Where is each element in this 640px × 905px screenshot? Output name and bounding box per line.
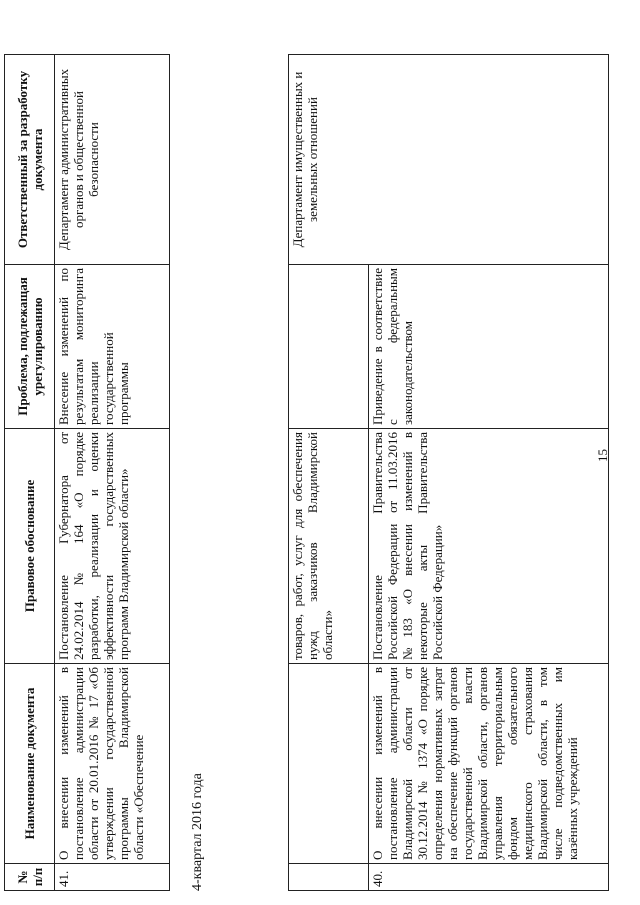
- problem-cell: [289, 265, 369, 429]
- row-number-cell: 40.: [369, 864, 609, 891]
- problem-cell: Внесение изменений по результатам мониторинга реализации государственной программы: [55, 265, 170, 429]
- page-number: 15: [595, 449, 610, 462]
- quarter-heading: 4-квартал 2016 года: [190, 773, 205, 891]
- table-row: [289, 55, 369, 891]
- responsible-cell: Департамент имущественных и земельных отношений: [289, 55, 609, 265]
- header-legal-basis: Правовое обоснование: [5, 429, 55, 664]
- header-responsible: Ответственный за разработку документа: [5, 55, 55, 265]
- plan-table-q4: [4, 54, 170, 891]
- legal-basis-cell: Постановление Губернатора от 24.02.2014 № 164 «О порядке разработки, реализации и оценки эффективности государственных программ Владимирской области»: [55, 429, 170, 664]
- document-name-cell: О внесении изменений в постановление администрации области от 20.01.2016 № 17 «Об утверждении государственной программы Владимирской области «Обеспечение: [55, 664, 170, 864]
- plan-table-continued: [288, 54, 609, 891]
- header-problem: Проблема, подлежащая урегулированию: [5, 265, 55, 429]
- header-number: № п/п: [5, 864, 55, 891]
- responsible-cell: Департамент административных органов и общественной безопасности: [55, 55, 170, 265]
- header-document-name: Наименование документа: [5, 664, 55, 864]
- legal-basis-cell: Постановление Правительства Российской Федерации от 11.03.2016 №183 «О внесении изменений в некоторые акты Правительства Российской Федерации»: [369, 429, 609, 664]
- legal-basis-cell: товаров, работ, услуг для обеспечения нужд заказчиков Владимирской области»: [289, 429, 369, 664]
- table-row: [55, 55, 170, 891]
- document-name-cell: [289, 664, 369, 864]
- problem-cell: Приведение в соответствие с федеральным законодательством: [369, 265, 609, 429]
- row-number-cell: 41.: [55, 864, 170, 891]
- row-number-cell: [289, 864, 369, 891]
- document-name-cell: О внесении изменений в постановление администрации Владимирской области от 30.12.2014 № 1374 «О порядке определения нормативных затрат на обеспечение функций органов государственной власти Владимирской области, органов управления территориальным фондом обязательного медицинского страхования Владимирской области, в том числе подведомственных им казённых учреждений: [369, 664, 609, 864]
- table-header-row: [5, 55, 55, 891]
